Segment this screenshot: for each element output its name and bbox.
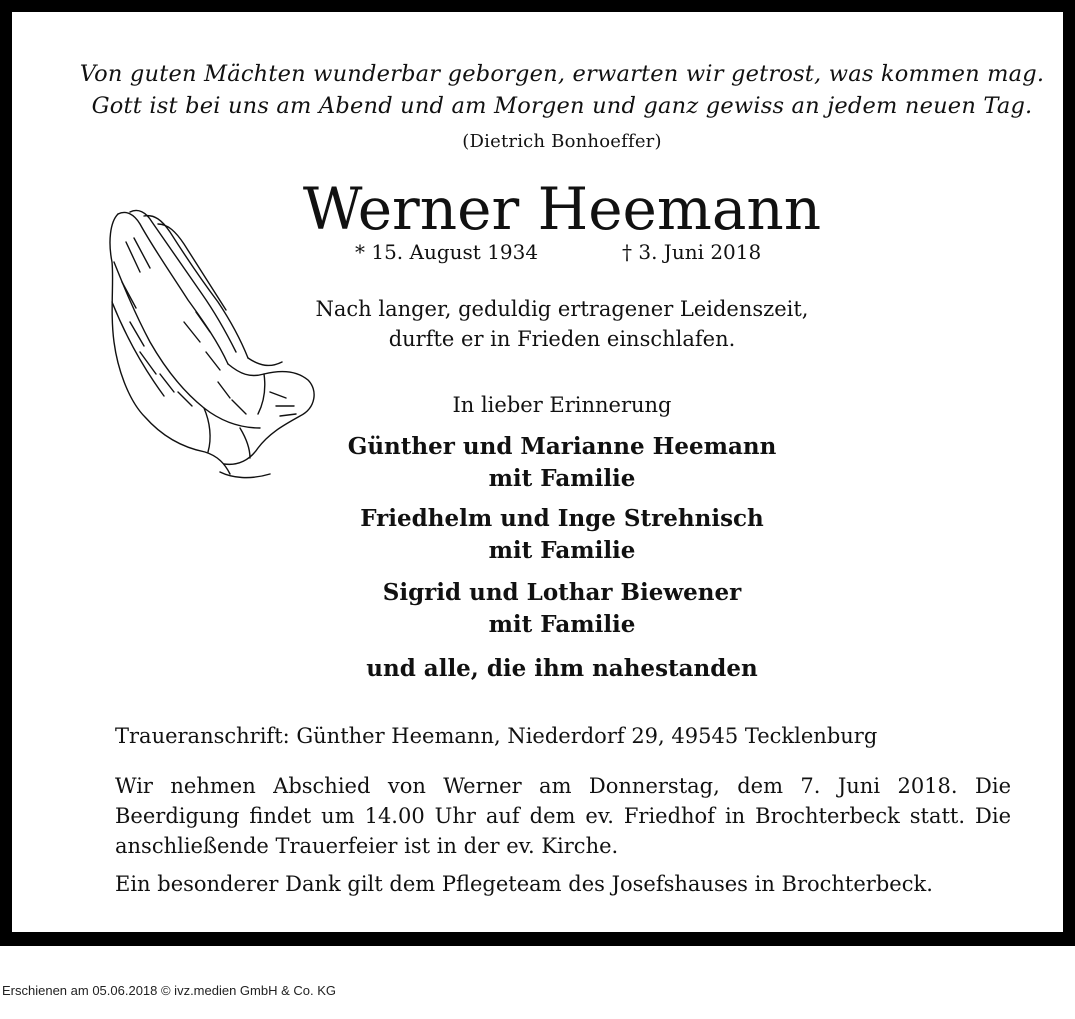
family-suffix: mit Familie (488, 611, 636, 638)
publication-credit: Erschienen am 05.06.2018 © ivz.medien GmbH & Co. KG (2, 983, 337, 998)
motto-line-1: Von guten Mächten wunderbar geborgen, erwarten wir getrost, was kommen mag. (79, 61, 1045, 87)
thanks-note: Ein besonderer Dank gilt dem Pflegeteam des Josefshauses in Brochterbeck. (115, 872, 933, 896)
family-block (12, 503, 1075, 567)
family-suffix: mit Familie (488, 465, 636, 492)
family-suffix: mit Familie (488, 537, 636, 564)
motto-line-2: Gott ist bei uns am Abend und am Morgen und ganz gewiss an jedem neuen Tag. (91, 93, 1033, 119)
family-names: Günther und Marianne Heemann (347, 433, 777, 460)
family-block (12, 431, 1075, 495)
death-date: † 3. Juni 2018 (622, 240, 762, 264)
mourners-closing: und alle, die ihm nahestanden (366, 655, 758, 682)
family-block (12, 577, 1075, 641)
deceased-name: Werner Heemann (302, 175, 822, 243)
farewell-words (12, 294, 1075, 354)
farewell-line-2: durfte er in Frieden einschlafen. (388, 327, 736, 351)
farewell-line-1: Nach langer, geduldig ertragener Leidenszeit, (315, 297, 809, 321)
mourning-address: Traueranschrift: Günther Heemann, Niederdorf 29, 49545 Tecklenburg (115, 724, 878, 748)
family-names: Friedhelm und Inge Strehnisch (360, 505, 764, 532)
family-names: Sigrid und Lothar Biewener (382, 579, 742, 606)
remembrance-intro: In lieber Erinnerung (452, 393, 672, 417)
funeral-notice: Wir nehmen Abschied von Werner am Donnerstag, dem 7. Juni 2018. Die Beerdigung findet um 14.00 Uhr auf dem ev. Friedhof in Brochterbeck statt. Die anschließende Trauerfeier ist in der ev. Kirche. (115, 774, 1011, 858)
motto-author: (Dietrich Bonhoeffer) (462, 131, 662, 152)
birth-date: * 15. August 1934 (355, 240, 539, 264)
obituary-card (12, 12, 1063, 932)
